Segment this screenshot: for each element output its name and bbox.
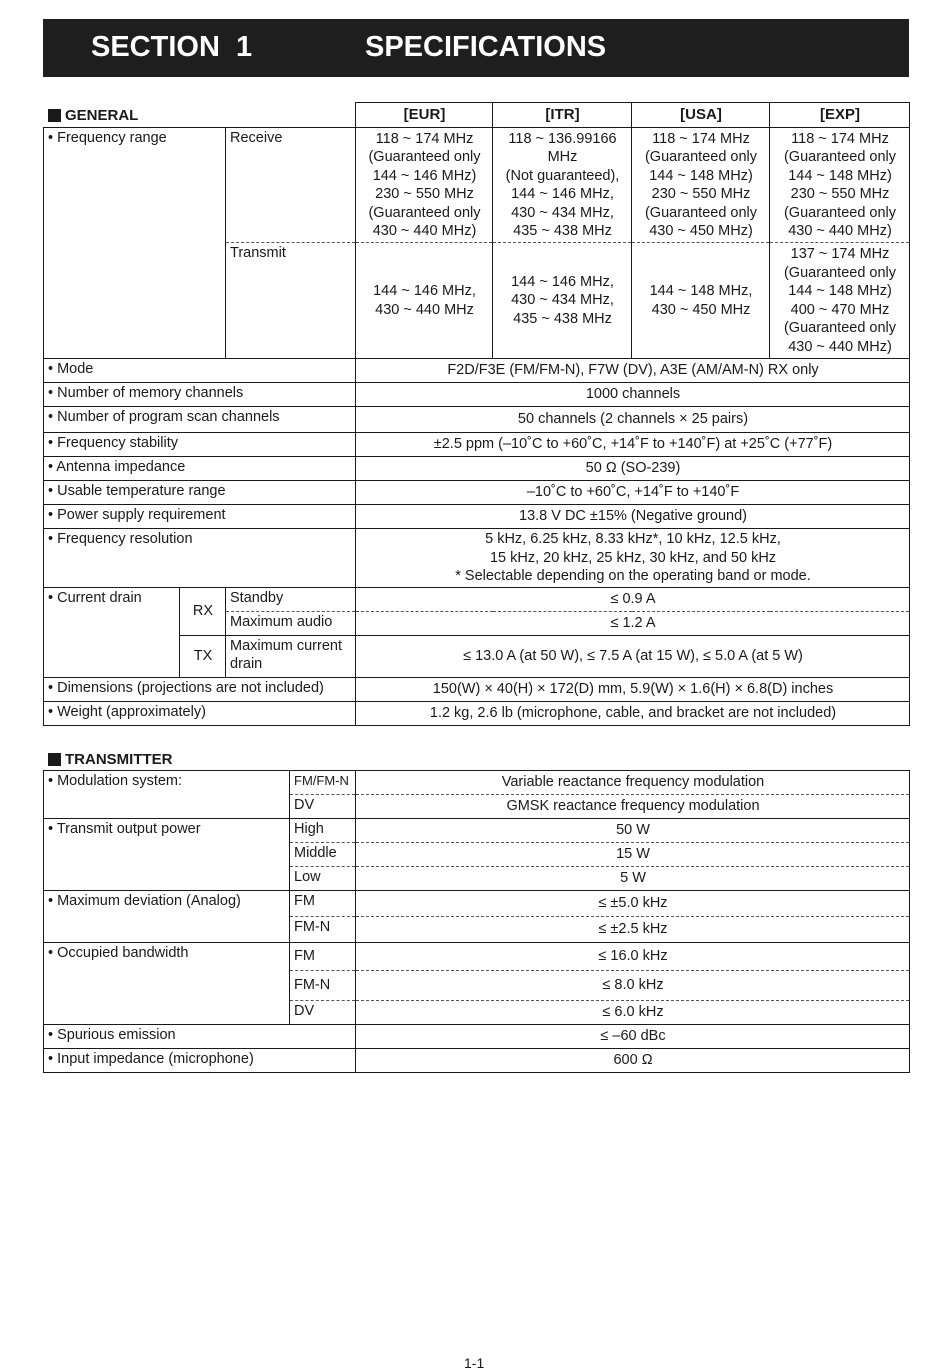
dimensions-value: 150(W) × 40(H) × 172(D) mm, 5.9(W) × 1.6(H) × 6.8(D) inches (356, 677, 910, 701)
max-current-label: Maximum current drain (226, 635, 356, 677)
modulation-value-dv: GMSK reactance frequency modulation (356, 795, 910, 819)
power-sub-low: Low (290, 867, 356, 891)
deviation-label: • Maximum deviation (Analog) (44, 891, 290, 943)
bandwidth-value-dv: ≤ 6.0 kHz (356, 1001, 910, 1025)
mode-value: F2D/F3E (FM/FM-N), F7W (DV), A3E (AM/AM-N) RX only (356, 359, 910, 383)
receive-label: Receive (226, 128, 356, 243)
square-bullet-icon (48, 753, 61, 766)
memory-channels-value: 1000 channels (356, 383, 910, 407)
modulation-label: • Modulation system: (44, 771, 290, 819)
deviation-value-fm: ≤ ±5.0 kHz (356, 891, 910, 917)
tx-label: TX (180, 635, 226, 677)
freq-range-label: • Frequency range (44, 128, 226, 359)
antenna-impedance-label: • Antenna impedance (44, 457, 356, 481)
deviation-sub-fm: FM (290, 891, 356, 917)
input-impedance-label: • Input impedance (microphone) (44, 1049, 356, 1073)
bandwidth-value-fm: ≤ 16.0 kHz (356, 943, 910, 971)
section-number: SECTION 1 (91, 31, 253, 63)
temperature-label: • Usable temperature range (44, 481, 356, 505)
memory-channels-label: • Number of memory channels (44, 383, 356, 407)
scan-channels-label: • Number of program scan channels (44, 407, 356, 433)
spurious-value: ≤ –60 dBc (356, 1025, 910, 1049)
bandwidth-value-fmn: ≤ 8.0 kHz (356, 971, 910, 1001)
input-impedance-value: 600 Ω (356, 1049, 910, 1073)
power-value-high: 50 W (356, 819, 910, 843)
deviation-value-fmn: ≤ ±2.5 kHz (356, 917, 910, 943)
freq-resolution-label: • Frequency resolution (44, 529, 356, 588)
power-value-middle: 15 W (356, 843, 910, 867)
section-title: SPECIFICATIONS (365, 31, 607, 63)
spurious-label: • Spurious emission (44, 1025, 356, 1049)
transmit-itr: 144 ~ 146 MHz, 430 ~ 434 MHz, 435 ~ 438 MHz (493, 243, 632, 359)
power-sub-high: High (290, 819, 356, 843)
mode-label: • Mode (44, 359, 356, 383)
transmitter-heading-text: TRANSMITTER (65, 750, 173, 768)
general-spec-table (43, 102, 910, 726)
rx-label: RX (180, 587, 226, 635)
weight-value: 1.2 kg, 2.6 lb (microphone, cable, and bracket are not included) (356, 701, 910, 725)
receive-eur: 118 ~ 174 MHz (Guaranteed only 144 ~ 146 MHz) 230 ~ 550 MHz (Guaranteed only 430 ~ 440 MHz) (356, 128, 493, 243)
bandwidth-sub-fm: FM (290, 943, 356, 971)
transmit-label: Transmit (226, 243, 356, 359)
standby-label: Standby (226, 587, 356, 611)
transmit-exp: 137 ~ 174 MHz (Guaranteed only 144 ~ 148 MHz) 400 ~ 470 MHz (Guaranteed only 430 ~ 440 MHz) (770, 243, 910, 359)
page-number: 1-1 (464, 1355, 485, 1370)
dimensions-label: • Dimensions (projections are not included) (44, 677, 356, 701)
output-power-label: • Transmit output power (44, 819, 290, 891)
max-audio-label: Maximum audio (226, 611, 356, 635)
power-value-low: 5 W (356, 867, 910, 891)
modulation-sub-fmfmn: FM/FM-N (290, 771, 356, 795)
transmit-usa: 144 ~ 148 MHz, 430 ~ 450 MHz (632, 243, 770, 359)
col-header-eur: [EUR] (356, 103, 493, 128)
scan-channels-value: 50 channels (2 channels × 25 pairs) (356, 407, 910, 433)
modulation-value-fmfmn: Variable reactance frequency modulation (356, 771, 910, 795)
power-supply-label: • Power supply requirement (44, 505, 356, 529)
temperature-value: –10˚C to +60˚C, +14˚F to +140˚F (356, 481, 910, 505)
freq-stability-value: ±2.5 ppm (–10˚C to +60˚C, +14˚F to +140˚F) at +25˚C (+77˚F) (356, 433, 910, 457)
col-header-itr: [ITR] (493, 103, 632, 128)
bandwidth-sub-fmn: FM-N (290, 971, 356, 1001)
transmit-eur: 144 ~ 146 MHz, 430 ~ 440 MHz (356, 243, 493, 359)
transmitter-heading (48, 748, 173, 770)
modulation-sub-dv: DV (290, 795, 356, 819)
section-header (43, 19, 909, 77)
transmitter-spec-table (43, 770, 910, 1073)
receive-usa: 118 ~ 174 MHz (Guaranteed only 144 ~ 148 MHz) 230 ~ 550 MHz (Guaranteed only 430 ~ 450 MHz) (632, 128, 770, 243)
general-heading-text: GENERAL (65, 106, 139, 124)
power-supply-value: 13.8 V DC ±15% (Negative ground) (356, 505, 910, 529)
standby-value: ≤ 0.9 A (356, 587, 910, 611)
freq-stability-label: • Frequency stability (44, 433, 356, 457)
max-audio-value: ≤ 1.2 A (356, 611, 910, 635)
current-drain-label: • Current drain (44, 587, 180, 677)
col-header-exp: [EXP] (770, 103, 910, 128)
receive-exp: 118 ~ 174 MHz (Guaranteed only 144 ~ 148 MHz) 230 ~ 550 MHz (Guaranteed only 430 ~ 440 MHz) (770, 128, 910, 243)
bandwidth-label: • Occupied bandwidth (44, 943, 290, 1025)
bandwidth-sub-dv: DV (290, 1001, 356, 1025)
freq-resolution-value: 5 kHz, 6.25 kHz, 8.33 kHz*, 10 kHz, 12.5 kHz, 15 kHz, 20 kHz, 25 kHz, 30 kHz, and 50 kHz * Selectable depending on the operating band or mode. (356, 529, 910, 588)
antenna-impedance-value: 50 Ω (SO-239) (356, 457, 910, 481)
weight-label: • Weight (approximately) (44, 701, 356, 725)
power-sub-middle: Middle (290, 843, 356, 867)
col-header-usa: [USA] (632, 103, 770, 128)
receive-itr: 118 ~ 136.99166 MHz (Not guaranteed), 144 ~ 146 MHz, 430 ~ 434 MHz, 435 ~ 438 MHz (493, 128, 632, 243)
max-current-value: ≤ 13.0 A (at 50 W), ≤ 7.5 A (at 15 W), ≤ 5.0 A (at 5 W) (356, 635, 910, 677)
deviation-sub-fmn: FM-N (290, 917, 356, 943)
